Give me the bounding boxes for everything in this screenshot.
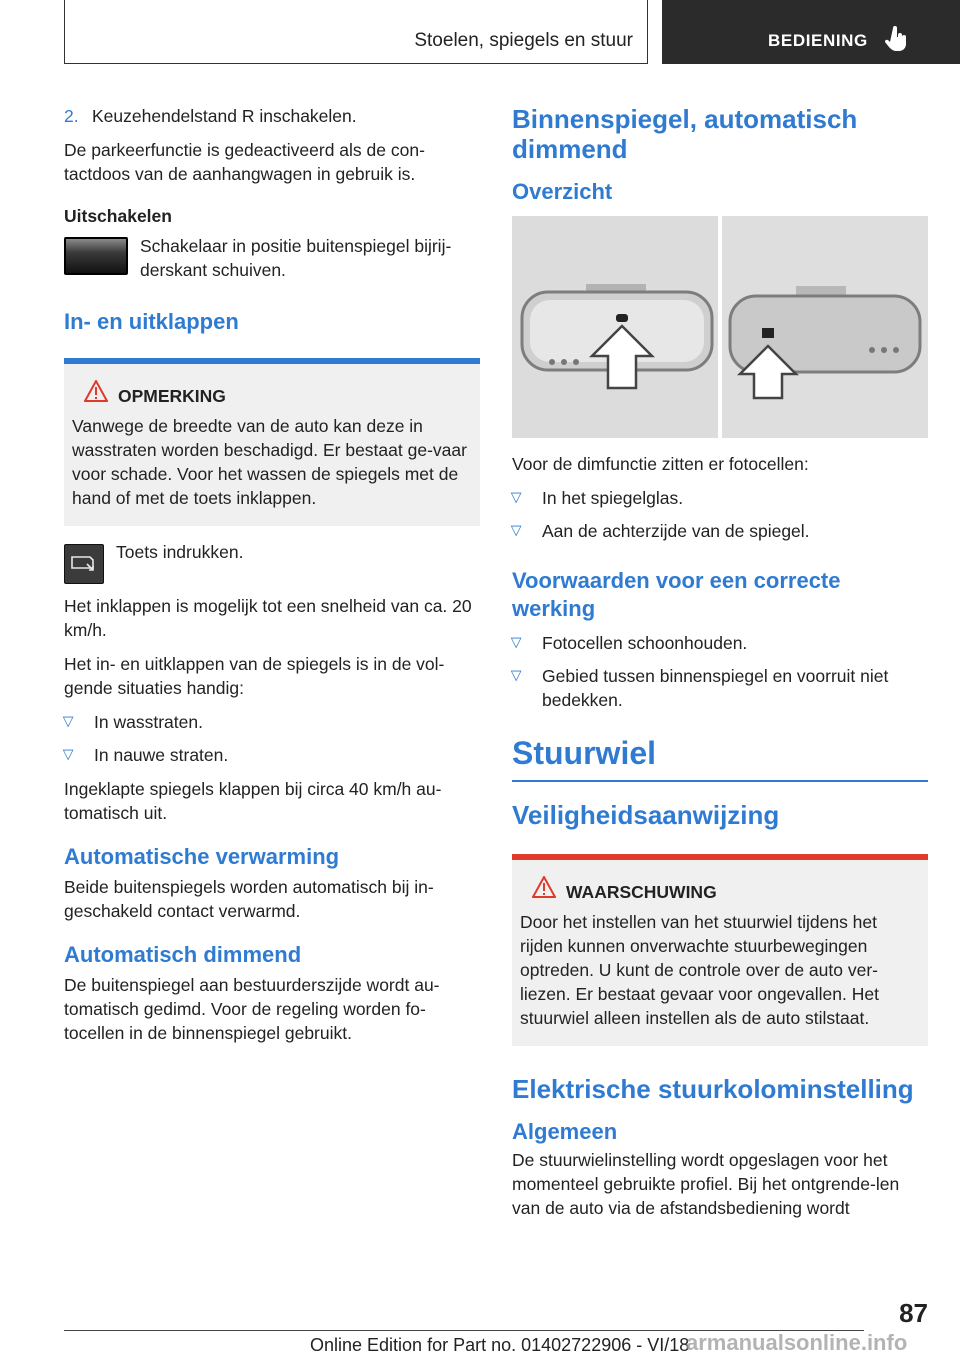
dimming-text: De buitenspiegel aan bestuurderszijde wordt au-tomatisch gedimd. Voor de regeling worden fo-tocellen in de binnenspiegel gebruikt. xyxy=(64,975,440,1043)
header-title-box xyxy=(64,0,648,64)
steering-divider xyxy=(512,780,928,782)
general-heading: Algemeen xyxy=(512,1118,618,1144)
steering-heading: Stuurwiel xyxy=(512,735,657,771)
requirements-list xyxy=(512,631,928,712)
fold-situations-text: Het in- en uitklappen van de spiegels is in de vol-gende situaties handig: xyxy=(64,654,445,698)
warning-text: Door het instellen van het stuurwiel tijdens het rijden kunnen onverwachte stuurbewegingen optreden. U kunt de controle over de auto ver-liezen. Er bestaat gevaar voor ongevallen. Het stuurwiel alleen instellen als de auto stilstaat. xyxy=(520,911,879,1028)
warning-box xyxy=(512,854,928,1046)
photocells-intro: Voor de dimfunctie zitten er fotocellen: xyxy=(512,454,809,474)
fold-mirror-button-icon xyxy=(64,544,104,584)
notice-box xyxy=(64,358,480,526)
requirements-heading: Voorwaarden voor een correcte werking xyxy=(512,568,841,621)
right-column xyxy=(512,104,928,1230)
fold-speed-text: Het inklappen is mogelijk tot een snelheid van ca. 20 km/h. xyxy=(64,596,472,640)
parking-function-text: De parkeerfunctie is gedeactiveerd als de con-tactdoos van de aanhangwagen in gebruik is. xyxy=(64,140,425,184)
step-2-text: Keuzehendelstand R inschakelen. xyxy=(92,106,357,126)
situations-list xyxy=(64,710,480,767)
heating-text: Beide buitenspiegels worden automatisch bij in-geschakeld contact verwarmd. xyxy=(64,877,434,921)
auto-unfold-text: Ingeklapte spiegels klappen bij circa 40 km/h au-tomatisch uit. xyxy=(64,779,442,823)
left-column xyxy=(64,104,480,1055)
warning-triangle-icon xyxy=(532,876,556,898)
photocells-list xyxy=(512,486,928,543)
header-section-title: Stoelen, spiegels en stuur xyxy=(414,30,633,51)
heating-heading: Automatische verwarming xyxy=(64,844,340,869)
warning-triangle-icon xyxy=(84,380,108,402)
step-2-number: 2. xyxy=(64,106,79,126)
warning-title: WAARSCHUWING xyxy=(566,881,717,902)
list-item: ▷ Gebied tussen binnenspiegel en voorruit niet bedekken. xyxy=(512,664,928,712)
list-item: ▷ In nauwe straten. xyxy=(64,743,480,767)
inner-mirror-heading: Binnenspiegel, automatisch dimmend xyxy=(512,104,858,164)
chapter-tab-label: BEDIENING xyxy=(768,31,868,50)
safety-heading: Veiligheidsaanwijzing xyxy=(512,799,780,830)
watermark: armanualsonline.info xyxy=(686,1330,908,1355)
switch-off-row xyxy=(64,234,480,282)
footer-edition: Online Edition for Part no. 01402722906 - VI/18 xyxy=(310,1335,690,1355)
fold-button-row xyxy=(64,540,480,584)
switch-off-text: Schakelaar in positie buitenspiegel bijrij-derskant schuiven. xyxy=(140,236,452,280)
list-item: ▷ In wasstraten. xyxy=(64,710,480,734)
warning-title-row xyxy=(520,880,920,904)
page-number: 87 xyxy=(899,1298,928,1328)
notice-title: OPMERKING xyxy=(118,386,226,406)
list-item: ▷ Fotocellen schoonhouden. xyxy=(512,631,928,655)
mirror-fold-symbol-icon xyxy=(69,553,99,575)
notice-title-row xyxy=(72,384,472,408)
list-item: ▷ Aan de achterzijde van de spiegel. xyxy=(512,519,928,543)
notice-text: Vanwege de breedte van de auto kan deze in wasstraten worden beschadigd. Er bestaat ge-vaar voor schade. Voor het wassen de spiegels met de hand of met de toets inklappen. xyxy=(72,416,467,508)
overview-heading: Overzicht xyxy=(512,179,613,204)
mirror-switch-icon xyxy=(64,237,128,275)
pointing-hand-icon xyxy=(884,26,908,52)
dimming-heading: Automatisch dimmend xyxy=(64,942,302,967)
electric-column-heading: Elektrische stuurkolominstelling xyxy=(512,1073,914,1104)
press-button-text: Toets indrukken. xyxy=(116,542,244,562)
list-item: ▷ In het spiegelglas. xyxy=(512,486,928,510)
general-text: De stuurwielinstelling wordt opgeslagen voor het momenteel gebruikte profiel. Bij het ontgrende-len van de auto via de afstandsbediening wordt xyxy=(512,1149,900,1218)
switch-off-heading: Uitschakelen xyxy=(64,206,172,226)
inner-mirror-photo xyxy=(512,216,928,438)
header-chapter-tab xyxy=(662,0,960,64)
fold-heading: In- en uitklappen xyxy=(64,309,239,334)
step-2 xyxy=(64,104,480,128)
